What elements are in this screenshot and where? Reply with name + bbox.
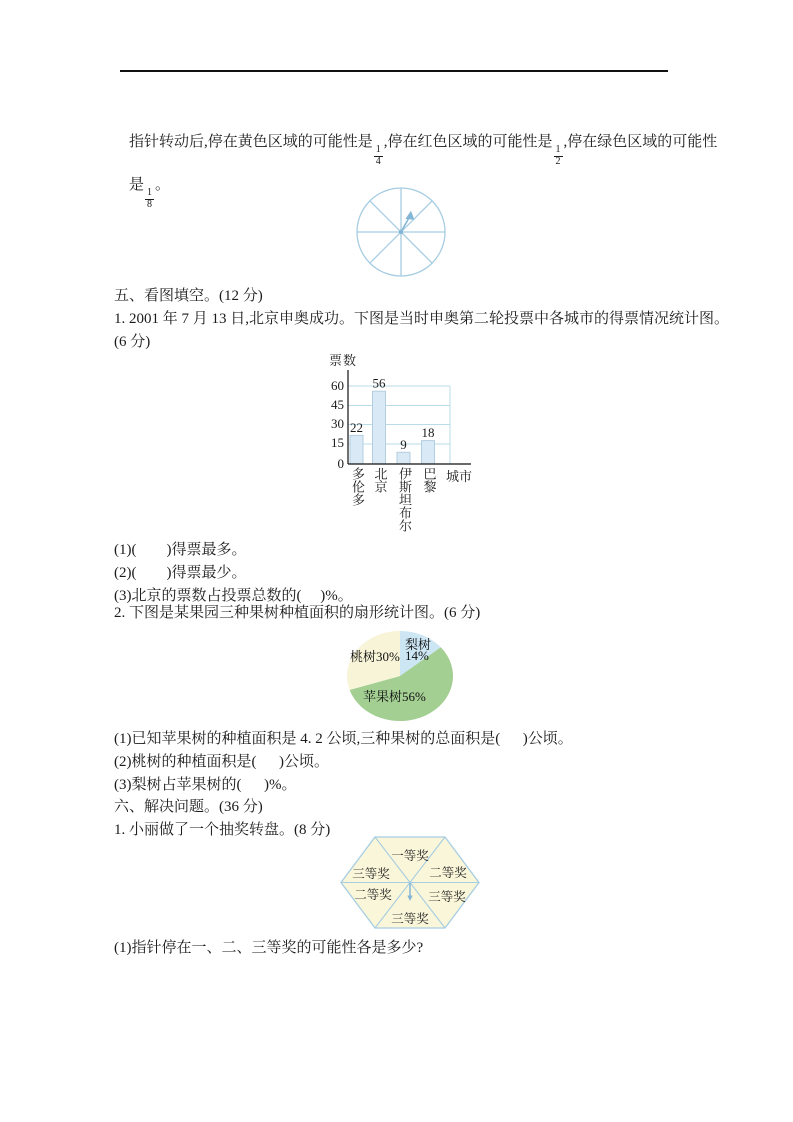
hex-label-lower-right: 三等奖 <box>428 890 466 904</box>
pie-label-peach: 桃树30% <box>350 649 400 664</box>
intro-text: 。 <box>155 177 171 193</box>
orchard-pie-chart <box>345 628 457 724</box>
pie-label-pear-pct: 14% <box>405 648 429 663</box>
ytick-15: 15 <box>331 435 344 450</box>
ytick-0: 0 <box>337 456 344 471</box>
section6-q1-sub: (1)指针停在一、二、三等奖的可能性各是多少? <box>114 940 424 956</box>
q2-blank-3: (3)梨树占苹果树的( )%。 <box>114 777 297 793</box>
section5-heading: 五、看图填空。(12 分) <box>114 288 263 304</box>
q1-blank-1: (1)( )得票最多。 <box>114 542 247 558</box>
q1-blank-3: (3)北京的票数占投票总数的( )%。 <box>114 588 353 604</box>
section6-heading: 六、解决问题。(36 分) <box>114 799 263 815</box>
hex-label-bottom: 三等奖 <box>391 912 429 926</box>
hex-label-upper-right: 二等奖 <box>429 866 467 880</box>
fraction-one-eighth: $\frac{1}{8}$ <box>147 187 153 210</box>
intro-text: ,停在绿色区域的可能性 <box>563 134 718 150</box>
q2-blank-1: (1)已知苹果树的种植面积是 4. 2 公顷,三种果树的总面积是( )公顷。 <box>114 731 573 747</box>
city-label-istanbul: 伊斯坦布尔 <box>397 467 412 532</box>
intro-line-1 <box>114 100 717 195</box>
prize-hexagon-spinner <box>338 833 483 932</box>
bar-istanbul <box>397 452 410 464</box>
hex-label-upper-left: 三等奖 <box>352 867 390 881</box>
ytick-30: 30 <box>331 416 344 431</box>
hex-label-lower-left: 二等奖 <box>354 888 392 902</box>
bar-paris <box>422 441 435 464</box>
hex-label-top: 一等奖 <box>391 849 429 863</box>
city-label-beijing: 北京 <box>372 467 388 493</box>
section5-q1-score: (6 分) <box>114 334 151 350</box>
pie-label-pear-name: 梨树 <box>405 637 432 652</box>
intro-text: ,停在红色区域的可能性是 <box>383 134 553 150</box>
city-label-toronto: 多伦多 <box>350 467 365 506</box>
intro-text: 指针转动后,停在黄色区域的可能性是 <box>129 134 373 150</box>
bar-value-toronto: 22 <box>350 419 363 435</box>
intro-line-2 <box>114 143 170 238</box>
intro-text: 是 <box>129 177 145 193</box>
q2-blank-2: (2)桃树的种植面积是( )公顷。 <box>114 754 329 770</box>
bar-value-beijing: 56 <box>372 375 386 391</box>
spinner-wheel-diagram <box>356 187 446 277</box>
city-label-paris: 巴黎 <box>421 467 437 493</box>
bar-value-istanbul: 9 <box>400 436 407 452</box>
q1-blank-2: (2)( )得票最少。 <box>114 565 247 581</box>
section5-q2-intro: 2. 下图是某果园三种果树种植面积的扇形统计图。(6 分) <box>114 605 481 621</box>
section6-q1-intro: 1. 小丽做了一个抽奖转盘。(8 分) <box>114 822 331 838</box>
top-rule <box>120 70 668 72</box>
bar-chart-xlabel: 城市 <box>446 469 473 484</box>
section5-q1-intro: 1. 2001 年 7 月 13 日,北京申奥成功。下图是当时申奥第二轮投票中各城市的得票情况统计图。 <box>114 311 730 327</box>
fraction-one-half: $\frac{1}{2}$ <box>555 144 561 167</box>
bar-toronto <box>350 435 363 464</box>
ytick-60: 60 <box>331 378 344 393</box>
pie-slices <box>347 631 453 721</box>
bar-value-paris: 18 <box>421 425 435 441</box>
bar-beijing <box>373 391 386 464</box>
fraction-one-quarter: $\frac{1}{4}$ <box>375 144 381 167</box>
pie-label-apple: 苹果树56% <box>363 689 426 704</box>
ytick-45: 45 <box>331 397 344 412</box>
bar-chart-ylabel: 票数 <box>329 353 358 368</box>
